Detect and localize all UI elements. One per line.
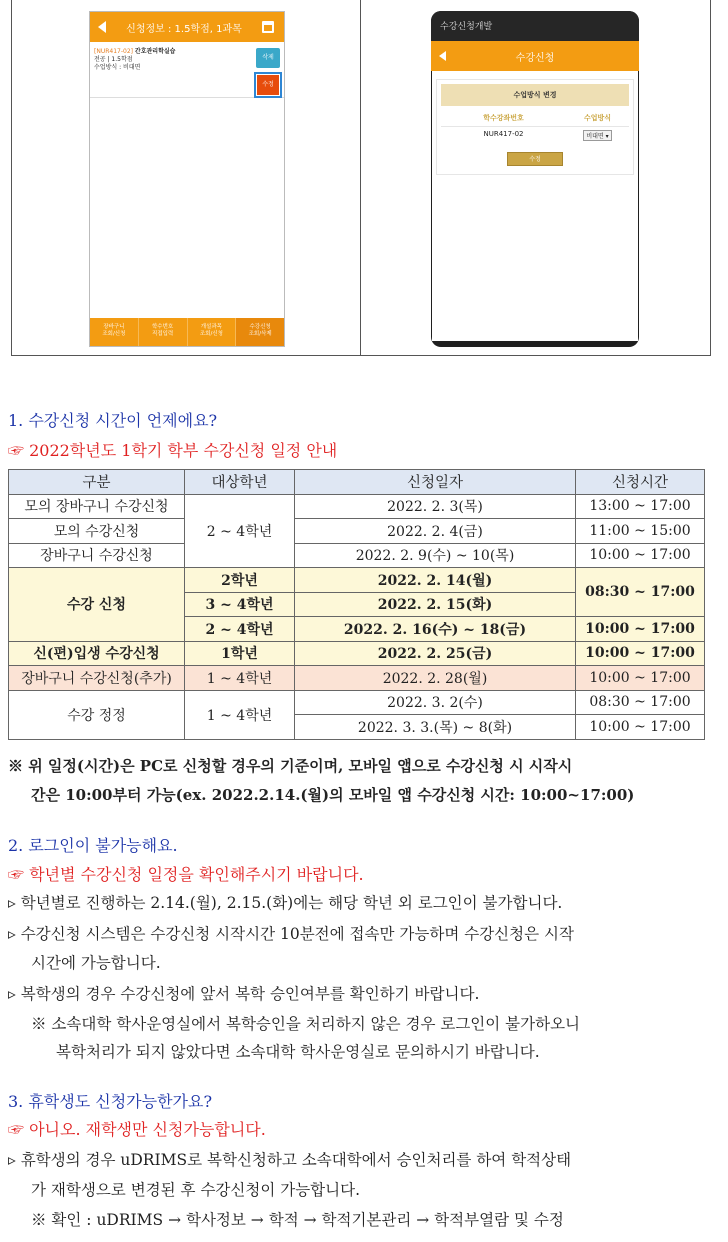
cell-time: 10:00 ~ 17:00 bbox=[576, 617, 705, 642]
header-grade: 대상학년 bbox=[185, 470, 295, 495]
cell-date: 2022. 2. 16(수) ~ 18(금) bbox=[295, 617, 576, 642]
course-type: 전공 | 1.5학점 bbox=[94, 56, 133, 63]
cell-grade: 2 ~ 4학년 bbox=[185, 494, 295, 568]
bottom-nav bbox=[90, 318, 284, 346]
enrollment-info-screen bbox=[89, 11, 285, 347]
cell-time: 10:00 ~ 17:00 bbox=[576, 641, 705, 666]
schedule-table bbox=[8, 469, 705, 740]
modify-button-highlight bbox=[254, 72, 282, 98]
header-date: 신청일자 bbox=[295, 470, 576, 495]
cell-date: 2022. 3. 3.(목) ~ 8(화) bbox=[295, 715, 576, 740]
cell-grade: 3 ~ 4학년 bbox=[185, 592, 295, 617]
table-row bbox=[9, 568, 705, 593]
change-mode-screen bbox=[431, 11, 639, 347]
section2-heading: 2. 로그인이 불가능해요. bbox=[8, 836, 178, 855]
calendar-icon[interactable] bbox=[262, 21, 274, 33]
cell-date: 2022. 2. 14(월) bbox=[295, 568, 576, 593]
section2-bullet-2-line1: ▹ 수강신청 시스템은 수강신청 시작시간 10분전에 접속만 가능하며 수강신청은 시작 bbox=[8, 925, 574, 943]
section1-heading: 1. 수강신청 시간이 언제에요? bbox=[8, 411, 218, 430]
cell-time: 08:30 ~ 17:00 bbox=[576, 690, 705, 715]
col-course-code: 학수강좌번호 bbox=[483, 114, 524, 122]
cell-date: 2022. 2. 4(금) bbox=[295, 519, 576, 544]
cell-time: 10:00 ~ 17:00 bbox=[576, 543, 705, 568]
card-header-row bbox=[441, 110, 629, 127]
status-bar-title: 수강신청개발 bbox=[431, 11, 639, 41]
header-time: 신청시간 bbox=[576, 470, 705, 495]
table-row bbox=[9, 641, 705, 666]
cell-grade: 1 ~ 4학년 bbox=[185, 690, 295, 739]
cell-type: 장바구니 수강신청(추가) bbox=[9, 666, 185, 691]
cell-date: 2022. 2. 9(수) ~ 10(목) bbox=[295, 543, 576, 568]
section3-note: ※ 확인 : uDRIMS → 학사정보 → 학적 → 학적기본관리 → 학적부열람 및 수정 bbox=[31, 1211, 564, 1229]
left-screenshot-panel bbox=[12, 0, 361, 355]
table-header-row bbox=[9, 470, 705, 495]
mode-change-card bbox=[436, 79, 634, 175]
cell-grade: 1학년 bbox=[185, 641, 295, 666]
row-course-code: NUR417-02 bbox=[483, 130, 524, 138]
note-line-1: ※ 위 일정(시간)은 PC로 신청할 경우의 기준이며, 모바일 앱으로 수강신청 시 시작시 bbox=[8, 757, 573, 775]
course-name: 간호관리학실습 bbox=[134, 48, 176, 55]
cell-date: 2022. 2. 15(화) bbox=[295, 592, 576, 617]
card-data-row bbox=[441, 127, 629, 144]
cell-date: 2022. 3. 2(수) bbox=[295, 690, 576, 715]
cell-grade: 2학년 bbox=[185, 568, 295, 593]
delete-button[interactable]: 삭제 bbox=[256, 48, 280, 68]
mode-select[interactable]: 비대면 ▾ bbox=[583, 130, 611, 141]
section2-bullet-2-line2: 시간에 가능합니다. bbox=[31, 954, 161, 972]
cell-type: 신(편)입생 수강신청 bbox=[9, 641, 185, 666]
back-arrow-icon[interactable] bbox=[439, 51, 446, 61]
section1-subheading: ☞ 2022학년도 1학기 학부 수강신청 일정 안내 bbox=[8, 441, 338, 460]
section2-note-line2: 복학처리가 되지 않았다면 소속대학 학사운영실로 문의하시기 바랍니다. bbox=[56, 1043, 540, 1061]
nav-cart[interactable]: 장바구니 조회/신청 bbox=[90, 318, 139, 346]
submit-modify-button[interactable]: 수정 bbox=[507, 152, 563, 166]
header-type: 구분 bbox=[9, 470, 185, 495]
cell-type: 수강 신청 bbox=[9, 568, 185, 642]
cell-time: 10:00 ~ 17:00 bbox=[576, 666, 705, 691]
cell-grade: 1 ~ 4학년 bbox=[185, 666, 295, 691]
back-arrow-icon[interactable] bbox=[98, 21, 106, 33]
right-screenshot-panel bbox=[361, 0, 710, 355]
table-row bbox=[9, 494, 705, 519]
cell-time: 11:00 ~ 15:00 bbox=[576, 519, 705, 544]
section3-heading: 3. 휴학생도 신청가능한가요? bbox=[8, 1092, 213, 1111]
course-mode: 수업방식 : 비대면 bbox=[94, 64, 141, 71]
course-item bbox=[90, 42, 284, 98]
cell-type: 모의 수강신청 bbox=[9, 519, 185, 544]
app-header bbox=[90, 12, 284, 42]
col-mode: 수업방식 bbox=[583, 114, 612, 122]
section2-subheading: ☞ 학년별 수강신청 일정을 확인해주시기 바랍니다. bbox=[8, 865, 364, 884]
section2-bullet-1: ▹ 학년별로 진행하는 2.14.(월), 2.15.(화)에는 해당 학년 외 로그인이 불가합니다. bbox=[8, 894, 563, 912]
section3-bullet-line2: 가 재학생으로 변경된 후 수강신청이 가능합니다. bbox=[31, 1181, 361, 1199]
cell-date: 2022. 2. 3(목) bbox=[295, 494, 576, 519]
cell-type: 장바구니 수강신청 bbox=[9, 543, 185, 568]
cell-type: 모의 장바구니 수강신청 bbox=[9, 494, 185, 519]
cell-time: 10:00 ~ 17:00 bbox=[576, 715, 705, 740]
nav-enrollment[interactable]: 수강신청 조회/삭제 bbox=[236, 318, 284, 346]
screen-body bbox=[432, 71, 638, 341]
card-title: 수업방식 변경 bbox=[441, 84, 629, 106]
cell-type: 수강 정정 bbox=[9, 690, 185, 739]
screenshot-panels bbox=[11, 0, 711, 356]
table-row bbox=[9, 519, 705, 544]
cell-date: 2022. 2. 25(금) bbox=[295, 641, 576, 666]
nav-course-number[interactable]: 학수번호 직접입력 bbox=[139, 318, 188, 346]
table-row bbox=[9, 543, 705, 568]
cell-date: 2022. 2. 28(월) bbox=[295, 666, 576, 691]
header-title: 수강신청 bbox=[515, 52, 555, 64]
section3-bullet-line1: ▹ 휴학생의 경우 uDRIMS로 복학신청하고 소속대학에서 승인처리를 하여 학적상태 bbox=[8, 1151, 572, 1169]
section2-note-line1: ※ 소속대학 학사운영실에서 복학승인을 처리하지 않은 경우 로그인이 불가하오니 bbox=[31, 1015, 581, 1033]
section3-subheading: ☞ 아니오. 재학생만 신청가능합니다. bbox=[8, 1120, 266, 1139]
cell-grade: 2 ~ 4학년 bbox=[185, 617, 295, 642]
app-header bbox=[431, 41, 639, 71]
table-row bbox=[9, 666, 705, 691]
nav-open-courses[interactable]: 개설과목 조회/신청 bbox=[188, 318, 237, 346]
section2-bullet-3: ▹ 복학생의 경우 수강신청에 앞서 복학 승인여부를 확인하기 바랍니다. bbox=[8, 985, 480, 1003]
modify-button[interactable]: 수정 bbox=[257, 75, 279, 95]
cell-time: 13:00 ~ 17:00 bbox=[576, 494, 705, 519]
course-code: [NUR417-02] bbox=[94, 48, 133, 55]
note-line-2: 간은 10:00부터 가능(ex. 2022.2.14.(월)의 모바일 앱 수강신청 시간: 10:00~17:00) bbox=[31, 786, 635, 804]
cell-time: 08:30 ~ 17:00 bbox=[576, 568, 705, 617]
table-row bbox=[9, 690, 705, 715]
header-title: 신청정보 : 1.5학점, 1과목 bbox=[126, 23, 242, 35]
